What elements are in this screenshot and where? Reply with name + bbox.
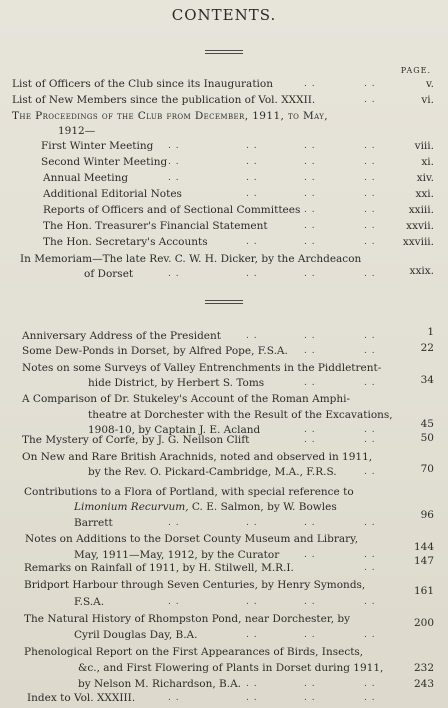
leader-dots: . .: [304, 425, 316, 435]
page-number: xxix.: [409, 265, 434, 277]
entry-line: by Nelson M. Richardson, B.A.: [78, 678, 242, 690]
leader-dots: . .: [364, 467, 376, 477]
leader-dots: . .: [364, 346, 376, 356]
entry-line: Some Dew-Ponds in Dorset, by Alfred Pope, F.S.A.: [22, 345, 288, 357]
entry-line: Notes on Additions to the Dorset County Museum and Library,: [25, 533, 359, 545]
page-title: CONTENTS.: [171, 6, 277, 24]
page-number: 200: [413, 617, 434, 629]
leader-dots: . .: [364, 189, 376, 199]
entry-line: Remarks on Rainfall of 1911, by H. Stilwell, M.R.I.: [24, 562, 294, 574]
entry-line: The Natural History of Rhompston Pond, near Dorchester, by: [24, 613, 351, 625]
leader-dots: . .: [304, 269, 316, 279]
leader-dots: . .: [364, 597, 376, 607]
leader-dots: . .: [246, 269, 258, 279]
leader-dots: . .: [364, 630, 376, 640]
top-divider: [205, 50, 243, 51]
entry-line: The Proceedings of the Club from December, 1911, to May,: [12, 110, 329, 122]
page-number: vi.: [421, 94, 434, 106]
leader-dots: . .: [364, 173, 376, 183]
page-number: 96: [420, 509, 434, 521]
entry-line: The Mystery of Corfe, by J. G. Neilson Clift: [22, 434, 250, 446]
leader-dots: . .: [304, 331, 316, 341]
leader-dots: . .: [246, 331, 258, 341]
entry-line: Additional Editorial Notes: [43, 188, 182, 200]
page-number: 147: [413, 555, 434, 567]
leader-dots: . .: [364, 269, 376, 279]
leader-dots: . .: [246, 630, 258, 640]
entry-line: Reports of Officers and of Sectional Committees: [43, 204, 301, 216]
page-number: 243: [413, 678, 434, 690]
entry-line: F.S.A.: [74, 596, 105, 608]
page-number: xxiii.: [408, 204, 434, 216]
leader-dots: . .: [364, 331, 376, 341]
leader-dots: . .: [168, 269, 180, 279]
entry-line: Phenological Report on the First Appearances of Birds, Insects,: [24, 646, 364, 658]
entry-line: First Winter Meeting: [41, 140, 154, 152]
entry-line: &c., and First Flowering of Plants in Dorset during 1911,: [78, 662, 384, 674]
leader-dots: . .: [246, 693, 258, 703]
leader-dots: . .: [246, 237, 258, 247]
leader-dots: . .: [364, 563, 376, 573]
page-number: xxi.: [415, 188, 434, 200]
page-number: xi.: [421, 156, 434, 168]
leader-dots: . .: [304, 237, 316, 247]
leader-dots: . .: [364, 157, 376, 167]
page-number: xxviii.: [402, 236, 434, 248]
leader-dots: . .: [304, 189, 316, 199]
entry-line: Index to Vol. XXXIII.: [27, 692, 136, 704]
leader-dots: . .: [304, 550, 316, 560]
leader-dots: . .: [168, 518, 180, 528]
leader-dots: . .: [304, 205, 316, 215]
leader-dots: . .: [304, 378, 316, 388]
entry-line: List of Officers of the Club since its Inauguration: [12, 78, 273, 90]
entry-line: Barrett: [74, 517, 113, 529]
entry-line: by the Rev. O. Pickard-Cambridge, M.A., F.R.S.: [88, 466, 337, 478]
leader-dots: . .: [364, 79, 376, 89]
leader-dots: . .: [246, 189, 258, 199]
entry-line: A Comparison of Dr. Stukeley's Account of the Roman Amphi-: [22, 393, 351, 405]
entry-line: Contributions to a Flora of Portland, with special reference to: [24, 486, 354, 498]
leader-dots: . .: [304, 679, 316, 689]
page-number: xxvii.: [406, 220, 434, 232]
page-number: viii.: [414, 140, 434, 152]
leader-dots: . .: [246, 141, 258, 151]
entry-line: May, 1911—May, 1912, by the Curator: [74, 549, 280, 561]
entry-line: theatre at Dorchester with the Result of the Excavations,: [88, 409, 393, 421]
leader-dots: . .: [168, 693, 180, 703]
entry-line: Second Winter Meeting: [41, 156, 168, 168]
entry-line: 1912—: [58, 125, 96, 137]
leader-dots: . .: [304, 173, 316, 183]
leader-dots: . .: [304, 221, 316, 231]
entry-line: of Dorset: [84, 268, 134, 280]
leader-dots: . .: [168, 597, 180, 607]
entry-line: Bridport Harbour through Seven Centuries, by Henry Symonds,: [24, 579, 366, 591]
leader-dots: . .: [168, 157, 180, 167]
leader-dots: . .: [246, 157, 258, 167]
leader-dots: . .: [304, 693, 316, 703]
page-number: 34: [420, 374, 434, 386]
leader-dots: . .: [364, 550, 376, 560]
leader-dots: . .: [168, 173, 180, 183]
entry-line: 1908-10, by Captain J. E. Acland: [88, 424, 261, 436]
leader-dots: . .: [364, 205, 376, 215]
leader-dots: . .: [304, 435, 316, 445]
leader-dots: . .: [304, 157, 316, 167]
leader-dots: . .: [364, 693, 376, 703]
page-column-header: PAGE.: [400, 66, 431, 75]
page-number: 1: [427, 326, 434, 338]
entry-line: List of New Members since the publication of Vol. XXXII.: [12, 94, 316, 106]
leader-dots: . .: [364, 221, 376, 231]
page-number: 50: [420, 432, 434, 444]
leader-dots: . .: [304, 141, 316, 151]
entry-line: The Hon. Secretary's Accounts: [43, 236, 208, 248]
entry-line: Cyril Douglas Day, B.A.: [74, 629, 198, 641]
leader-dots: . .: [364, 237, 376, 247]
entry-line: The Hon. Treasurer's Financial Statement: [43, 220, 268, 232]
leader-dots: . .: [304, 597, 316, 607]
page-number: 232: [413, 662, 434, 674]
leader-dots: . .: [364, 141, 376, 151]
leader-dots: . .: [364, 679, 376, 689]
entry-line: Annual Meeting: [43, 172, 129, 184]
page-number: xiv.: [416, 172, 434, 184]
leader-dots: . .: [364, 95, 376, 105]
leader-dots: . .: [246, 597, 258, 607]
leader-dots: . .: [304, 346, 316, 356]
leader-dots: . .: [364, 378, 376, 388]
leader-dots: . .: [304, 630, 316, 640]
leader-dots: . .: [364, 518, 376, 528]
page-number: v.: [425, 78, 434, 90]
page-number: 144: [413, 541, 434, 553]
entry-line: Limonium Recurvum, C. E. Salmon, by W. Bowles: [74, 501, 337, 513]
entry-line: On New and Rare British Arachnids, noted and observed in 1911,: [22, 451, 373, 463]
page-number: 161: [413, 585, 434, 597]
leader-dots: . .: [246, 173, 258, 183]
leader-dots: . .: [168, 141, 180, 151]
leader-dots: . .: [246, 518, 258, 528]
leader-dots: . .: [304, 518, 316, 528]
leader-dots: . .: [364, 425, 376, 435]
page-number: 45: [420, 418, 434, 430]
section-divider: [205, 300, 243, 301]
entry-line: Anniversary Address of the President: [22, 330, 221, 342]
page-number: 70: [420, 463, 434, 475]
leader-dots: . .: [304, 79, 316, 89]
leader-dots: . .: [246, 679, 258, 689]
entry-line: Notes on some Surveys of Valley Entrenchments in the Piddletrent-: [22, 362, 382, 374]
entry-line: In Memoriam—The late Rev. C. W. H. Dicker, by the Archdeacon: [20, 253, 362, 265]
entry-line: hide District, by Herbert S. Toms: [88, 377, 265, 389]
page-number: 22: [420, 342, 434, 354]
leader-dots: . .: [364, 435, 376, 445]
